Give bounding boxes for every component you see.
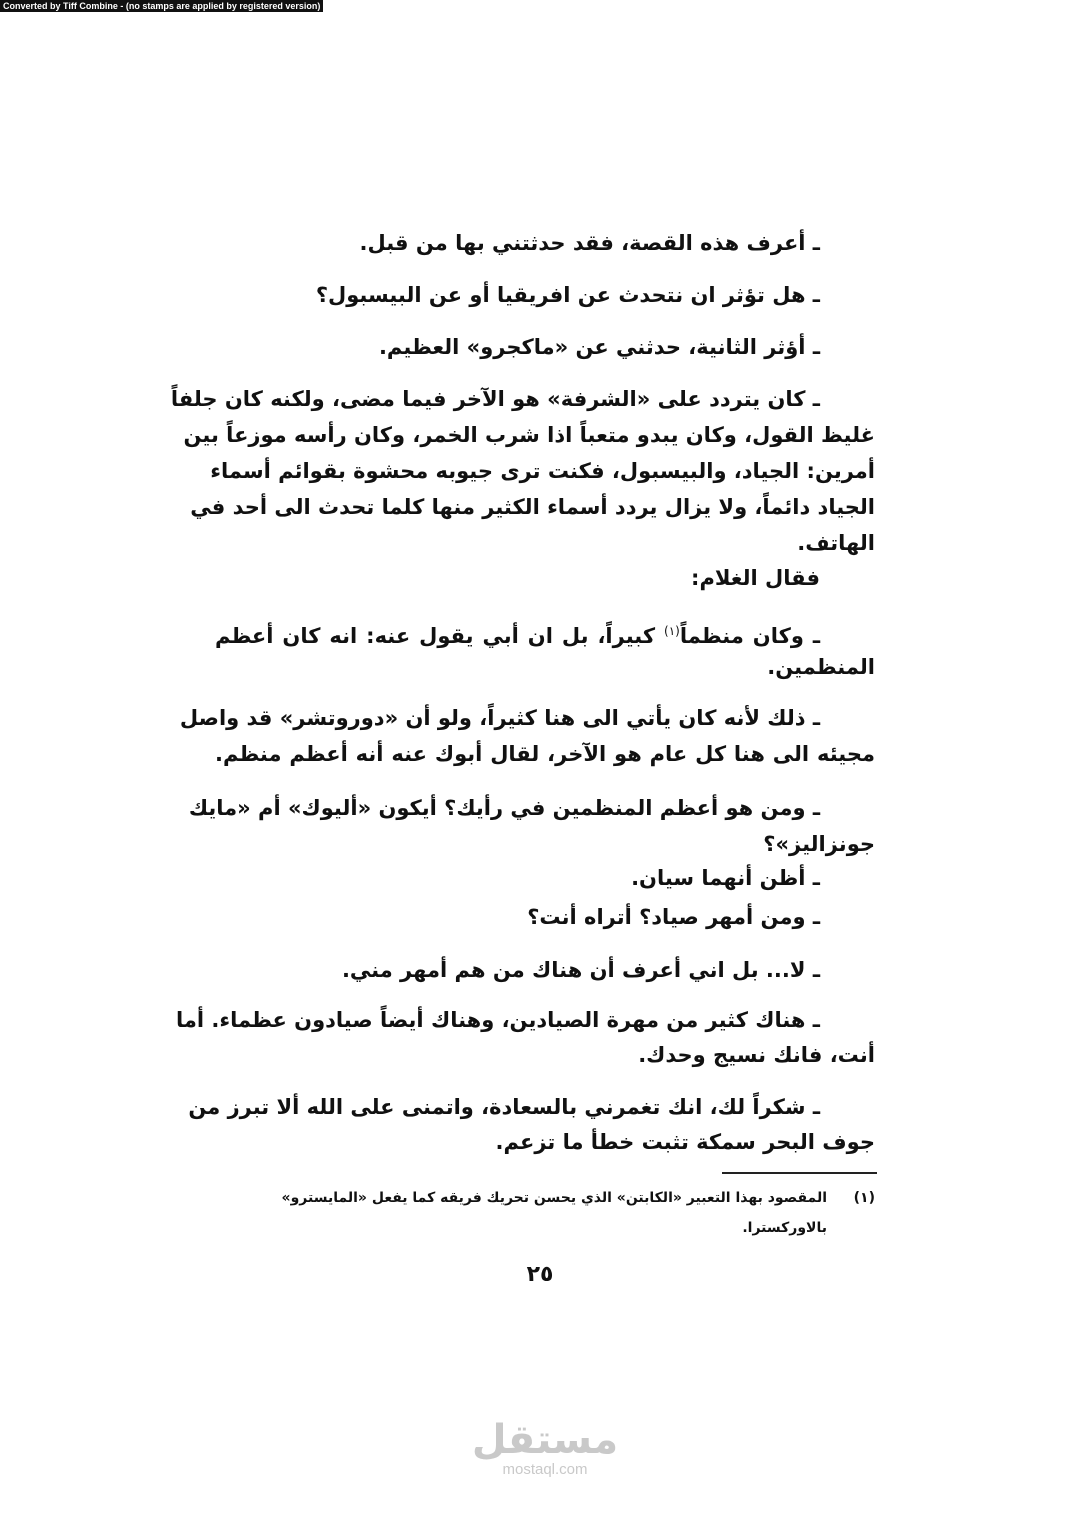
text-line: الهاتف. <box>797 531 875 555</box>
watermark-latin: mostaql.com <box>502 1461 588 1478</box>
text-line: ـ ومن أمهر صياد؟ أتراه أنت؟ <box>527 905 820 929</box>
footnote-line <box>215 1186 875 1210</box>
text-line: جوف البحر سمكة تثبت خطأ ما تزعم. <box>495 1130 875 1154</box>
footnote-line: بالاوركسترا. <box>742 1220 827 1236</box>
footnote-text: المقصود بهذا التعبير «الكابتن» الذي يحسن تحريك فريقه كما يفعل «المايسترو» <box>281 1190 827 1206</box>
watermark-logo <box>470 1418 620 1478</box>
text-fragment: ـ وكان منظماً <box>679 624 820 648</box>
converter-banner: Converted by Tiff Combine - (no stamps are applied by registered version) <box>0 0 323 12</box>
text-line: ـ أظن أنهما سيان. <box>631 866 820 890</box>
text-line: أمرين: الجياد، والبيسبول، فكنت ترى جيوبه محشوة بقوائم أسماء <box>210 459 875 483</box>
text-line: ـ أؤثر الثانية، حدثني عن «ماكجرو» العظيم. <box>378 335 820 359</box>
text-line: ـ أعرف هذه القصة، فقد حدثتني بها من قبل. <box>359 231 820 255</box>
watermark-arabic: مستقل <box>471 1417 619 1463</box>
text-line: المنظمين. <box>767 655 875 679</box>
text-line: فقال الغلام: <box>691 566 820 590</box>
text-line: ـ كان يتردد على «الشرفة» هو الآخر فيما مضى، ولكنه كان جلفاً <box>170 387 820 411</box>
text-fragment: كبيراً، بل ان أبي يقول عنه: انه كان أعظم <box>215 624 656 648</box>
text-line <box>215 616 875 651</box>
text-line: أنت، فانك نسيج وحدك. <box>638 1043 875 1067</box>
page-number: ٢٥ <box>526 1262 554 1287</box>
footnote-marker[interactable]: (١) <box>664 624 680 638</box>
text-line: الجياد دائماً، ولا يزال يردد أسماء الكثير منها كلما تحدث الى أحد في <box>190 495 875 519</box>
text-line: ـ ذلك لأنه كان يأتي الى هنا كثيراً، ولو أن «دوروتشر» قد واصل <box>179 706 820 730</box>
text-line: ـ ومن هو أعظم المنظمين في رأيك؟ أيكون «أليوك» أم «مايك <box>188 796 820 820</box>
footnote-divider <box>722 1172 877 1174</box>
text-line: ـ لا... بل اني أعرف أن هناك من هم أمهر مني. <box>341 958 820 982</box>
text-line: ـ هل تؤثر ان نتحدث عن افريقيا أو عن البيسبول؟ <box>315 283 820 307</box>
text-line: مجيئه الى هنا كل عام هو الآخر، لقال أبوك عنه أنه أعظم منظم. <box>215 742 875 766</box>
text-line: ـ شكراً لك، انك تغمرني بالسعادة، واتمنى على الله ألا تبرز من <box>188 1095 820 1119</box>
text-line: جونزاليز»؟ <box>763 832 875 856</box>
footnote-number: (١) <box>853 1190 875 1206</box>
text-line: غليظ القول، وكان يبدو متعباً اذا شرب الخمر، وكان رأسه موزعاً بين <box>183 423 875 447</box>
text-line: ـ هناك كثير من مهرة الصيادين، وهناك أيضاً صيادون عظماء. أما <box>175 1008 820 1032</box>
